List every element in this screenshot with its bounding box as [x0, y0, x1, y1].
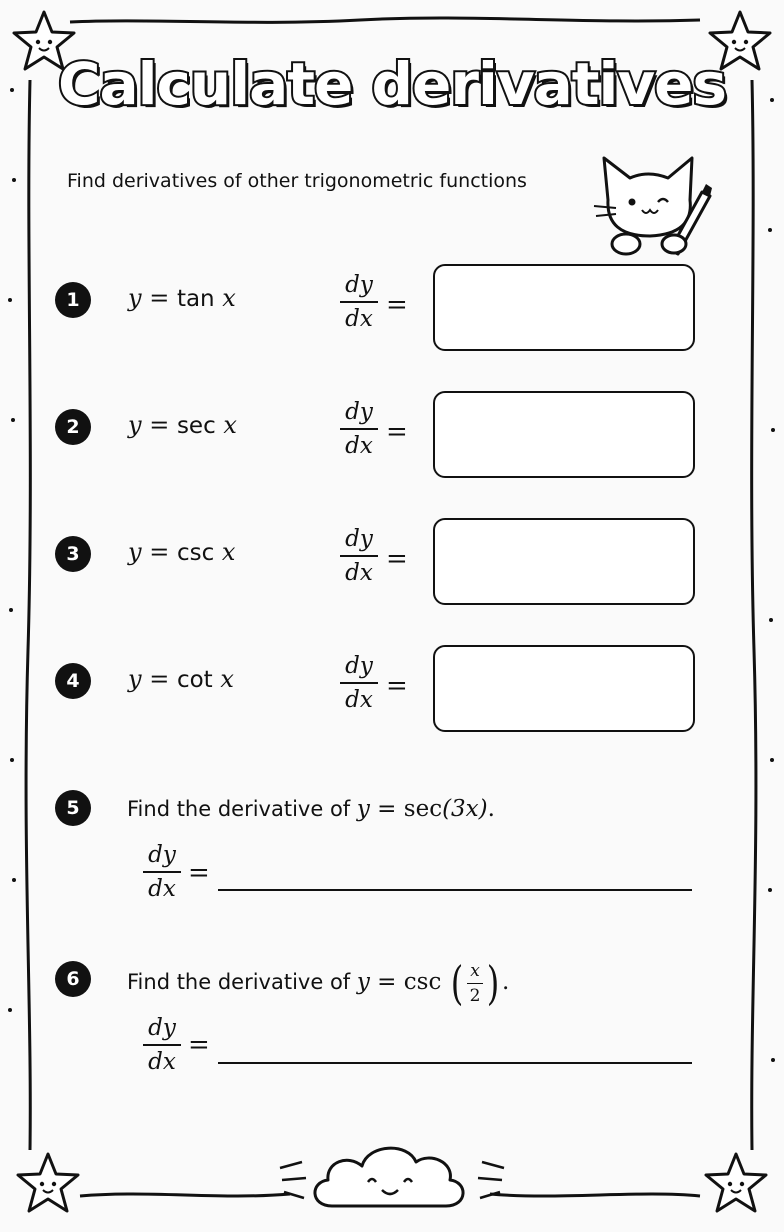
question-number: 5	[55, 790, 91, 826]
derivative-fraction: dy dx	[340, 526, 378, 586]
function-expression: y = tan x	[128, 284, 236, 312]
answer-box[interactable]	[433, 518, 695, 605]
question-prompt: Find the derivative of y = sec(3x).	[127, 796, 495, 822]
question-number: 6	[55, 961, 91, 997]
answer-box[interactable]	[433, 264, 695, 351]
equals-sign: =	[188, 858, 210, 888]
problem-number: 3	[55, 536, 91, 572]
cloud-icon	[270, 1138, 514, 1216]
equals-sign: =	[188, 1030, 210, 1060]
equals-sign: =	[386, 417, 408, 447]
answer-box[interactable]	[433, 645, 695, 732]
function-expression: y = cot x	[128, 665, 234, 693]
equals-sign: =	[386, 290, 408, 320]
problem-number: 4	[55, 663, 91, 699]
problem-number: 1	[55, 282, 91, 318]
question-prompt: Find the derivative of y = csc ( x 2 ) .	[127, 956, 510, 1010]
derivative-fraction: dy dx	[340, 272, 378, 332]
star-icon	[702, 1150, 770, 1218]
equals-sign: =	[386, 544, 408, 574]
answer-box[interactable]	[433, 391, 695, 478]
subtitle: Find derivatives of other trigonometric functions	[67, 170, 527, 192]
derivative-fraction: dy dx	[340, 653, 378, 713]
answer-line[interactable]	[218, 889, 692, 891]
problem-number: 2	[55, 409, 91, 445]
page-title: Calculate derivatives	[57, 50, 727, 118]
function-expression: y = csc x	[128, 538, 236, 566]
star-icon	[14, 1150, 82, 1218]
derivative-fraction: dy dx	[340, 399, 378, 459]
derivative-fraction: dy dx	[143, 1015, 181, 1075]
answer-line[interactable]	[218, 1062, 692, 1064]
equals-sign: =	[386, 671, 408, 701]
cat-icon	[590, 150, 714, 260]
derivative-fraction: dy dx	[143, 842, 181, 902]
function-expression: y = sec x	[128, 411, 237, 439]
